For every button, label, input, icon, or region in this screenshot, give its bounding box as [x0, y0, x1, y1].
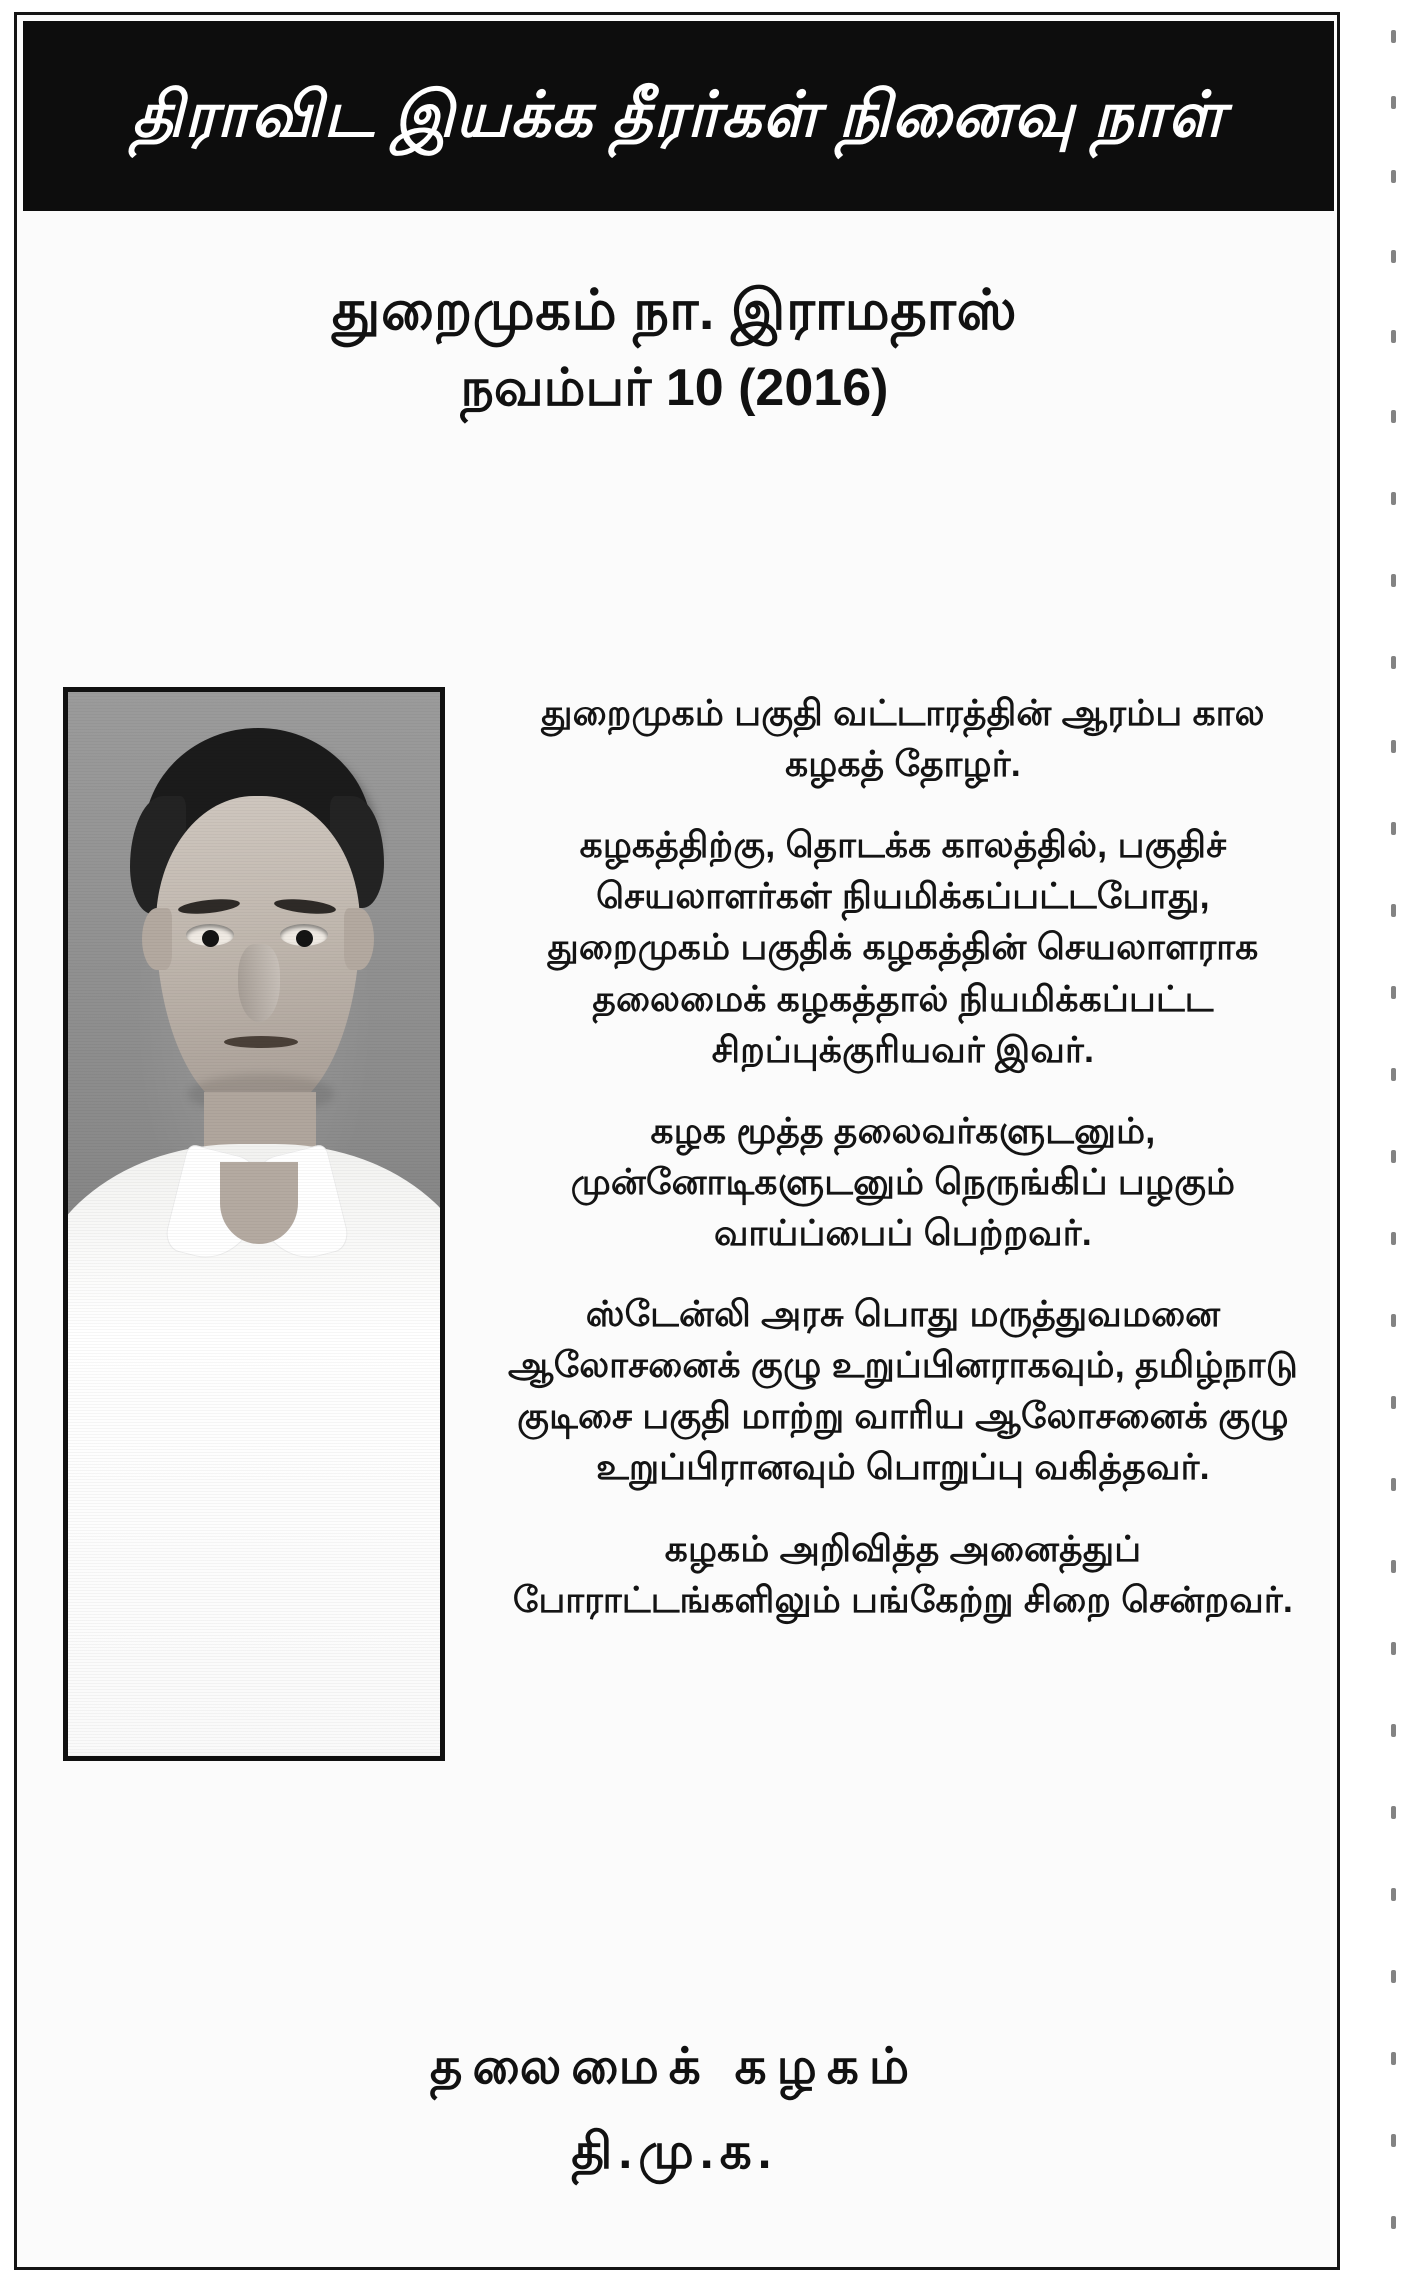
portrait-nose	[238, 944, 280, 1022]
biography-paragraph: கழகத்திற்கு, தொடக்க காலத்தில், பகுதிச் செயலாளர்கள் நியமிக்கப்பட்டபோது, துறைமுகம் பகுதிக் கழகத்தின் செயலாளராக தலைமைக் கழகத்தால் நியமிக்கப்பட்ட சிறப்புக்குரியவர் இவர்.	[547, 824, 1259, 1070]
portrait-pupil-right	[296, 930, 313, 947]
biography-paragraph: துறைமுகம் பகுதி வட்டாரத்தின் ஆரம்ப கால கழகத் தோழர்.	[541, 692, 1265, 785]
biography-paragraph: கழக மூத்த தலைவர்களுடனும், முன்னோடிகளுடனும் நெருங்கிப் பழகும் வாய்ப்பைப் பெற்றவர்.	[570, 1109, 1236, 1253]
footer-organisation: தலைமைக் கழகம்	[429, 2038, 920, 2094]
biography-paragraph: கழகம் அறிவித்த அனைத்துப் போராட்டங்களிலும் பங்கேற்று சிறை சென்றவர்.	[512, 1527, 1294, 1620]
portrait-photo-image	[68, 692, 440, 1756]
person-name-block	[77, 277, 1272, 419]
portrait-ear-right	[344, 908, 374, 970]
biography-paragraph: ஸ்டேன்லி அரசு பொது மருத்துவமனை ஆலோசனைக் குழு உறுப்பினராகவும், தமிழ்நாடு குடிசை பகுதி மாற்று வாரிய ஆலோசனைக் குழு உறுப்பிரானவும் பொறுப்பு வகித்தவர்.	[507, 1293, 1298, 1488]
notice-header-band	[23, 21, 1334, 211]
footer-abbreviation: தி.மு.க.	[571, 2123, 778, 2179]
notice-footer	[77, 2037, 1272, 2187]
notice-card	[14, 12, 1340, 2270]
portrait-pupil-left	[202, 930, 219, 947]
portrait-neckline	[220, 1162, 298, 1244]
person-name: துறைமுகம் நா. இராமதாஸ்	[331, 278, 1018, 341]
portrait-ear-left	[142, 908, 172, 970]
newsprint-edge-marks	[1388, 0, 1400, 2282]
biography-text-column	[503, 687, 1303, 1625]
notice-content	[63, 687, 1303, 1761]
person-memorial-date: நவம்பர் 10 (2016)	[460, 359, 889, 418]
portrait-photo	[63, 687, 445, 1761]
notice-header-title: திராவிட இயக்க தீரர்கள் நினைவு நாள்	[131, 80, 1226, 151]
portrait-mouth	[224, 1036, 298, 1048]
